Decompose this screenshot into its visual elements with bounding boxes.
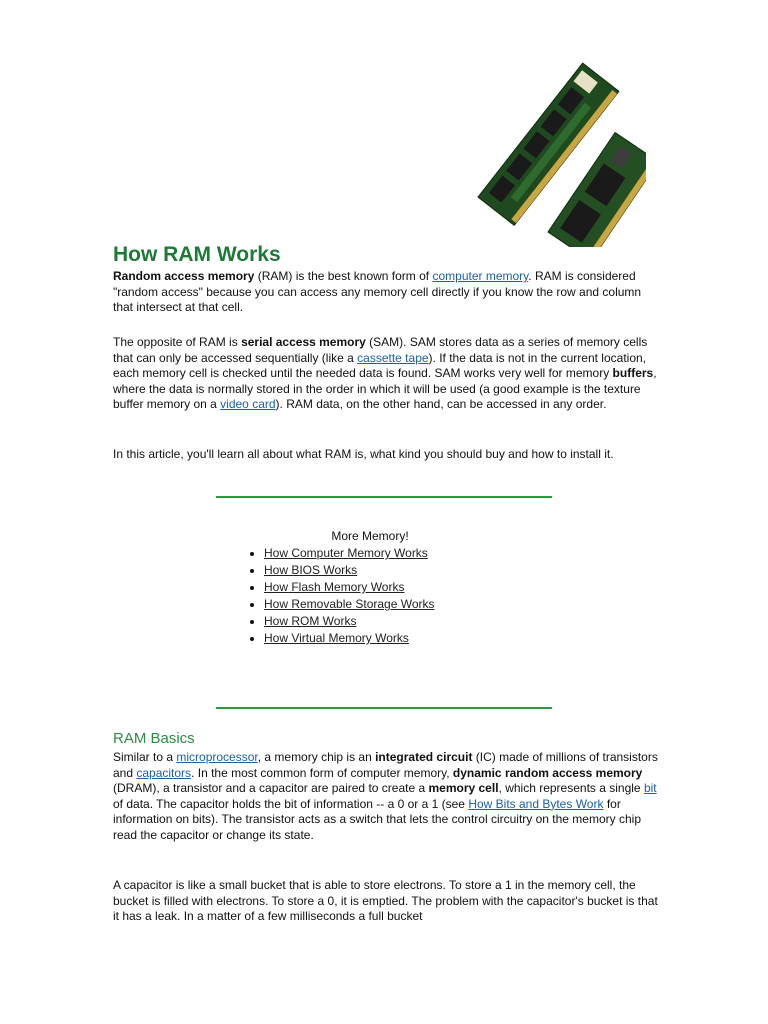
link-bios[interactable]: How BIOS Works <box>264 563 358 577</box>
capacitors-link[interactable]: capacitors <box>136 765 192 780</box>
text: , which represents a single <box>498 781 644 795</box>
microprocessor-link[interactable]: microprocessor <box>176 750 258 764</box>
computer-memory-link[interactable]: computer memory <box>432 269 529 283</box>
ram-modules-image <box>466 47 646 247</box>
text: . In the most common form of computer memory, <box>191 765 453 780</box>
section-title-ram-basics: RAM Basics <box>113 730 195 747</box>
text: (RAM) is the best known form of <box>254 269 433 283</box>
video-card-link[interactable]: video card <box>220 397 276 411</box>
term-random-access-memory: Random access memory <box>113 269 255 283</box>
intro-paragraph-2 <box>113 335 661 413</box>
basics-paragraph-2 <box>113 878 661 925</box>
link-rom[interactable]: How ROM Works <box>264 614 357 628</box>
text: The opposite of RAM is <box>113 335 242 349</box>
intro-paragraph-1 <box>113 269 661 316</box>
list-item <box>264 613 540 630</box>
text: ). If the data is not in the current location, each memory cell is checked until the needed data is found. SAM works very well for memory <box>113 350 646 380</box>
link-virtual-memory[interactable]: How Virtual Memory Works <box>264 631 409 645</box>
text: of data. The capacitor holds the bit of information -- a 0 or a 1 (see <box>113 796 469 811</box>
bit-link[interactable]: bit <box>643 781 657 795</box>
text: (IC) made of millions of transistors and <box>113 750 658 780</box>
link-removable-storage[interactable]: How Removable Storage Works <box>264 597 435 611</box>
basics-text: A capacitor is like a small bucket that is able to store electrons. To store a 1 in the memory cell, the bucket is filled with electrons. To store a 0, it is emptied. The problem with the capacitor's bucket is that it has a leak. In a matter of a few milliseconds a full bucket <box>113 878 658 923</box>
link-computer-memory[interactable]: How Computer Memory Works <box>264 546 428 560</box>
list-item <box>264 545 540 562</box>
term-memory-cell: memory cell <box>428 781 499 795</box>
term-serial-access-memory: serial access memory <box>241 335 366 349</box>
more-memory-heading: More Memory! <box>331 529 409 543</box>
text: for information on bits). The transistor acts as a switch that lets the control circuitry on the memory chip read the capacitor or change its state. <box>113 796 641 842</box>
bits-and-bytes-link[interactable]: How Bits and Bytes Work <box>468 796 604 811</box>
text: Similar to a <box>113 750 177 764</box>
link-flash-memory[interactable]: How Flash Memory Works <box>264 580 405 594</box>
term-integrated-circuit: integrated circuit <box>375 750 473 764</box>
text: ). RAM data, on the other hand, can be accessed in any order. <box>275 397 607 411</box>
cassette-tape-link[interactable]: cassette tape <box>357 350 429 365</box>
list-item <box>264 596 540 613</box>
basics-paragraph-1 <box>113 750 661 843</box>
text: . RAM is considered "random access" because you can access any memory cell directly if you know the row and column that intersect at that cell. <box>113 269 642 314</box>
list-item <box>264 630 540 647</box>
term-dram: dynamic random access memory <box>452 765 643 780</box>
list-item <box>264 579 540 596</box>
term-buffers: buffers <box>612 366 654 380</box>
list-item <box>264 562 540 579</box>
more-memory-box <box>240 528 540 647</box>
divider-top <box>216 496 552 498</box>
divider-bottom <box>216 707 552 709</box>
text: , a memory chip is an <box>257 750 376 764</box>
text: , where the data is normally stored in the order in which it will be used (a good example is the texture buffer memory on a <box>113 366 657 411</box>
intro-paragraph-3 <box>113 447 661 463</box>
page-title: How RAM Works <box>113 243 281 266</box>
more-memory-list <box>240 545 540 647</box>
text: (SAM). SAM stores data as a series of memory cells that can only be accessed sequentially (like a <box>113 335 648 365</box>
text: (DRAM), a transistor and a capacitor are paired to create a <box>113 781 429 795</box>
intro-text: In this article, you'll learn all about what RAM is, what kind you should buy and how to install it. <box>113 447 614 461</box>
